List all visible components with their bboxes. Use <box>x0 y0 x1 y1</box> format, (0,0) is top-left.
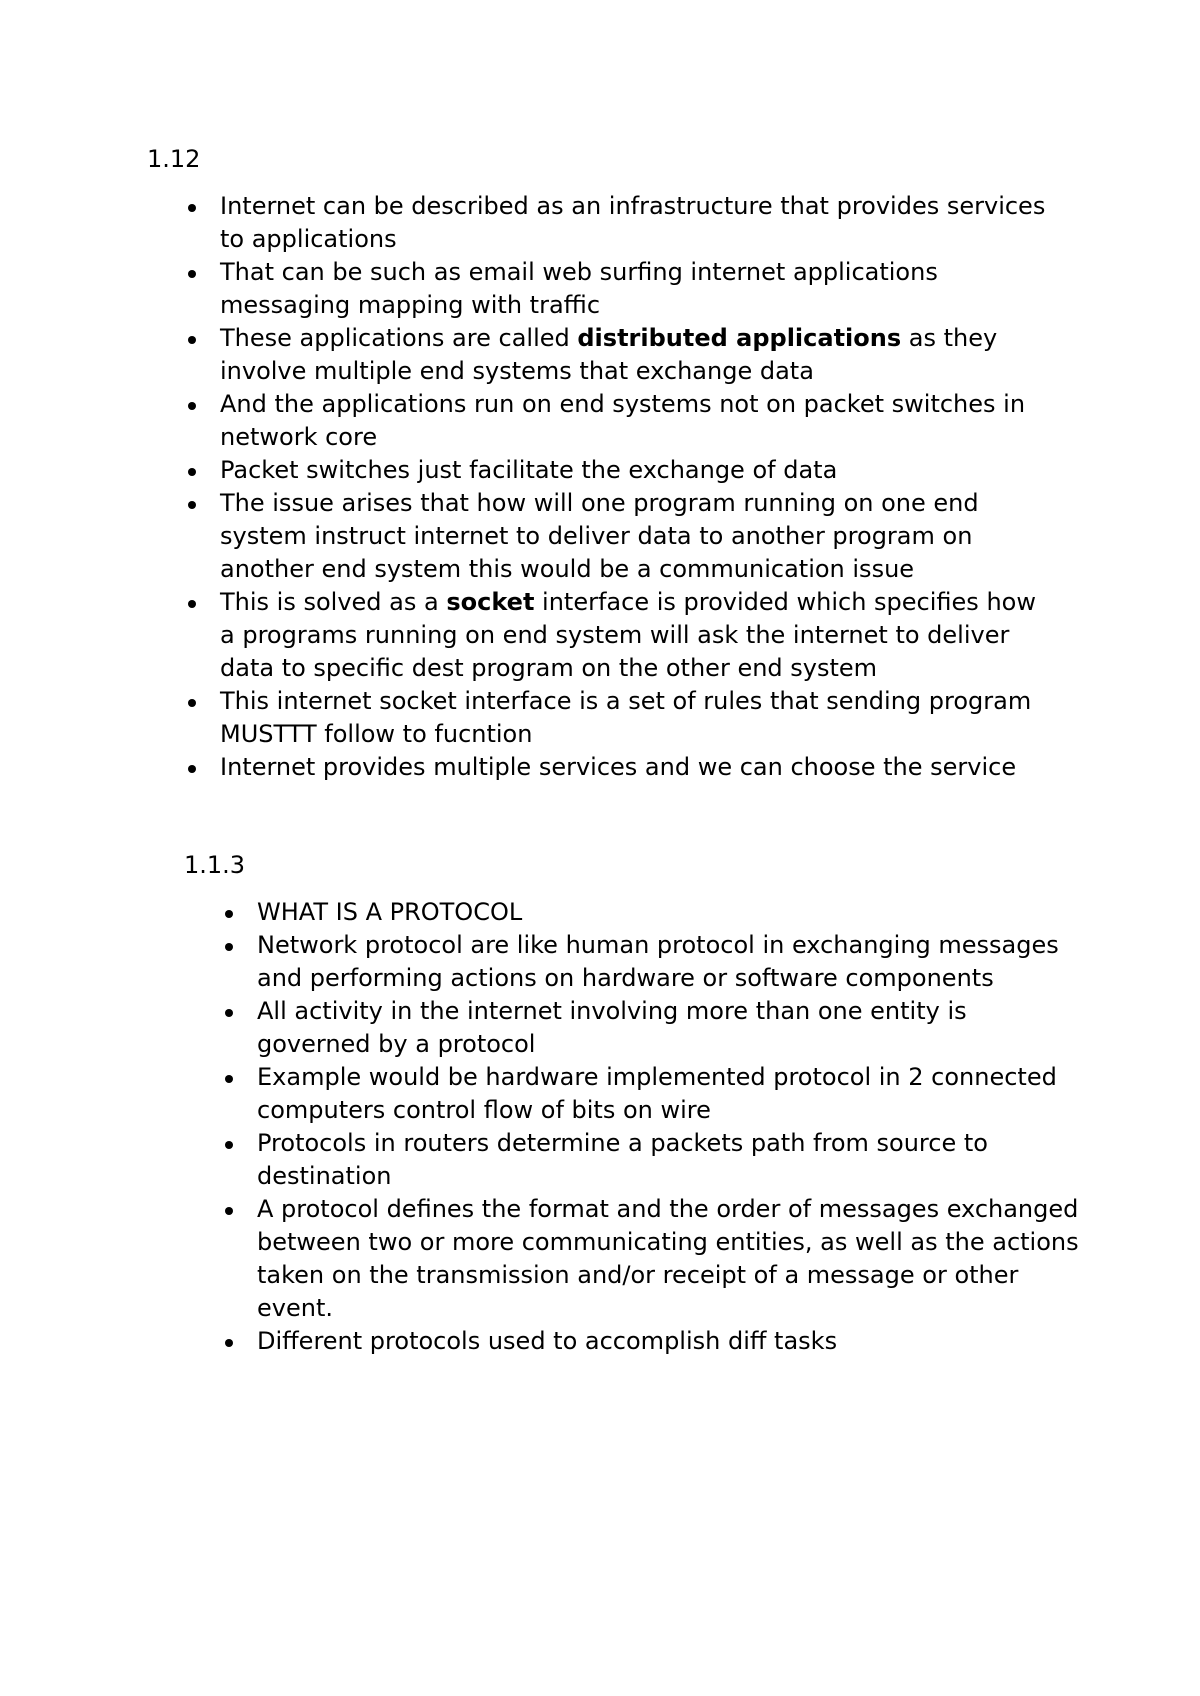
list-item-text: Different protocols used to accomplish diff tasks <box>257 1327 838 1355</box>
bullet-list <box>184 896 1084 1358</box>
bullet-icon <box>225 1339 233 1347</box>
bullet-icon <box>188 765 196 773</box>
list-item <box>147 322 1047 388</box>
list-item-text-pre: This is solved as a <box>220 588 447 616</box>
bullet-icon <box>225 1207 233 1215</box>
list-item-text: And the applications run on end systems not on packet switches in network core <box>220 390 1026 451</box>
bullet-icon <box>188 501 196 509</box>
list-item-text: The issue arises that how will one program running on one end system instruct internet to deliver data to another program on another end system this would be a communication issue <box>220 489 979 583</box>
section-1-12 <box>147 143 1047 784</box>
list-item-text-pre: These applications are called <box>220 324 578 352</box>
bullet-icon <box>225 1075 233 1083</box>
list-item-text: This internet socket interface is a set of rules that sending program MUSTTT follow to fucntion <box>220 687 1032 748</box>
list-item-text: WHAT IS A PROTOCOL <box>257 898 523 926</box>
bullet-icon <box>225 1009 233 1017</box>
list-item <box>147 586 1047 685</box>
list-item <box>184 929 1084 995</box>
list-item-text: A protocol defines the format and the order of messages exchanged between two or more communicating entities, as well as the actions taken on the transmission and/or receipt of a message or other event. <box>257 1195 1079 1322</box>
bullet-icon <box>188 270 196 278</box>
list-item-text: Network protocol are like human protocol in exchanging messages and performing actions on hardware or software components <box>257 931 1059 992</box>
list-item-text-post: as they involve multiple end systems that exchange data <box>220 324 998 385</box>
list-item <box>147 487 1047 586</box>
bold-term: distributed applications <box>577 324 902 352</box>
section-heading: 1.12 <box>147 145 201 173</box>
bullet-icon <box>188 699 196 707</box>
bullet-list <box>147 190 1047 784</box>
section-heading: 1.1.3 <box>184 851 246 879</box>
bullet-icon <box>188 204 196 212</box>
list-item <box>184 1193 1084 1325</box>
bold-term: socket <box>446 588 535 616</box>
bullet-icon <box>188 600 196 608</box>
list-item-text: That can be such as email web surfing internet applications messaging mapping with traffic <box>220 258 938 319</box>
bullet-icon <box>225 1141 233 1149</box>
section-1-1-3 <box>184 849 1084 1358</box>
bullet-icon <box>188 468 196 476</box>
list-item <box>184 1325 1084 1358</box>
list-item-text: Internet can be described as an infrastructure that provides services to applications <box>220 192 1046 253</box>
list-item <box>147 388 1047 454</box>
list-item <box>147 685 1047 751</box>
list-item <box>147 256 1047 322</box>
list-item <box>147 454 1047 487</box>
list-item <box>147 751 1047 784</box>
list-item-text-post: interface is provided which specifies how a programs running on end system will ask the internet to deliver data to specific dest program on the other end system <box>220 588 1036 682</box>
list-item-text: All activity in the internet involving more than one entity is governed by a protocol <box>257 997 967 1058</box>
list-item <box>184 896 1084 929</box>
bullet-icon <box>188 402 196 410</box>
bullet-icon <box>225 943 233 951</box>
list-item-text: Example would be hardware implemented protocol in 2 connected computers control flow of bits on wire <box>257 1063 1057 1124</box>
list-item-text: Packet switches just facilitate the exchange of data <box>220 456 838 484</box>
list-item <box>147 190 1047 256</box>
bullet-icon <box>188 336 196 344</box>
list-item <box>184 995 1084 1061</box>
list-item <box>184 1127 1084 1193</box>
list-item-text: Protocols in routers determine a packets path from source to destination <box>257 1129 988 1190</box>
bullet-icon <box>225 910 233 918</box>
list-item <box>184 1061 1084 1127</box>
list-item-text: Internet provides multiple services and we can choose the service <box>220 753 1017 781</box>
